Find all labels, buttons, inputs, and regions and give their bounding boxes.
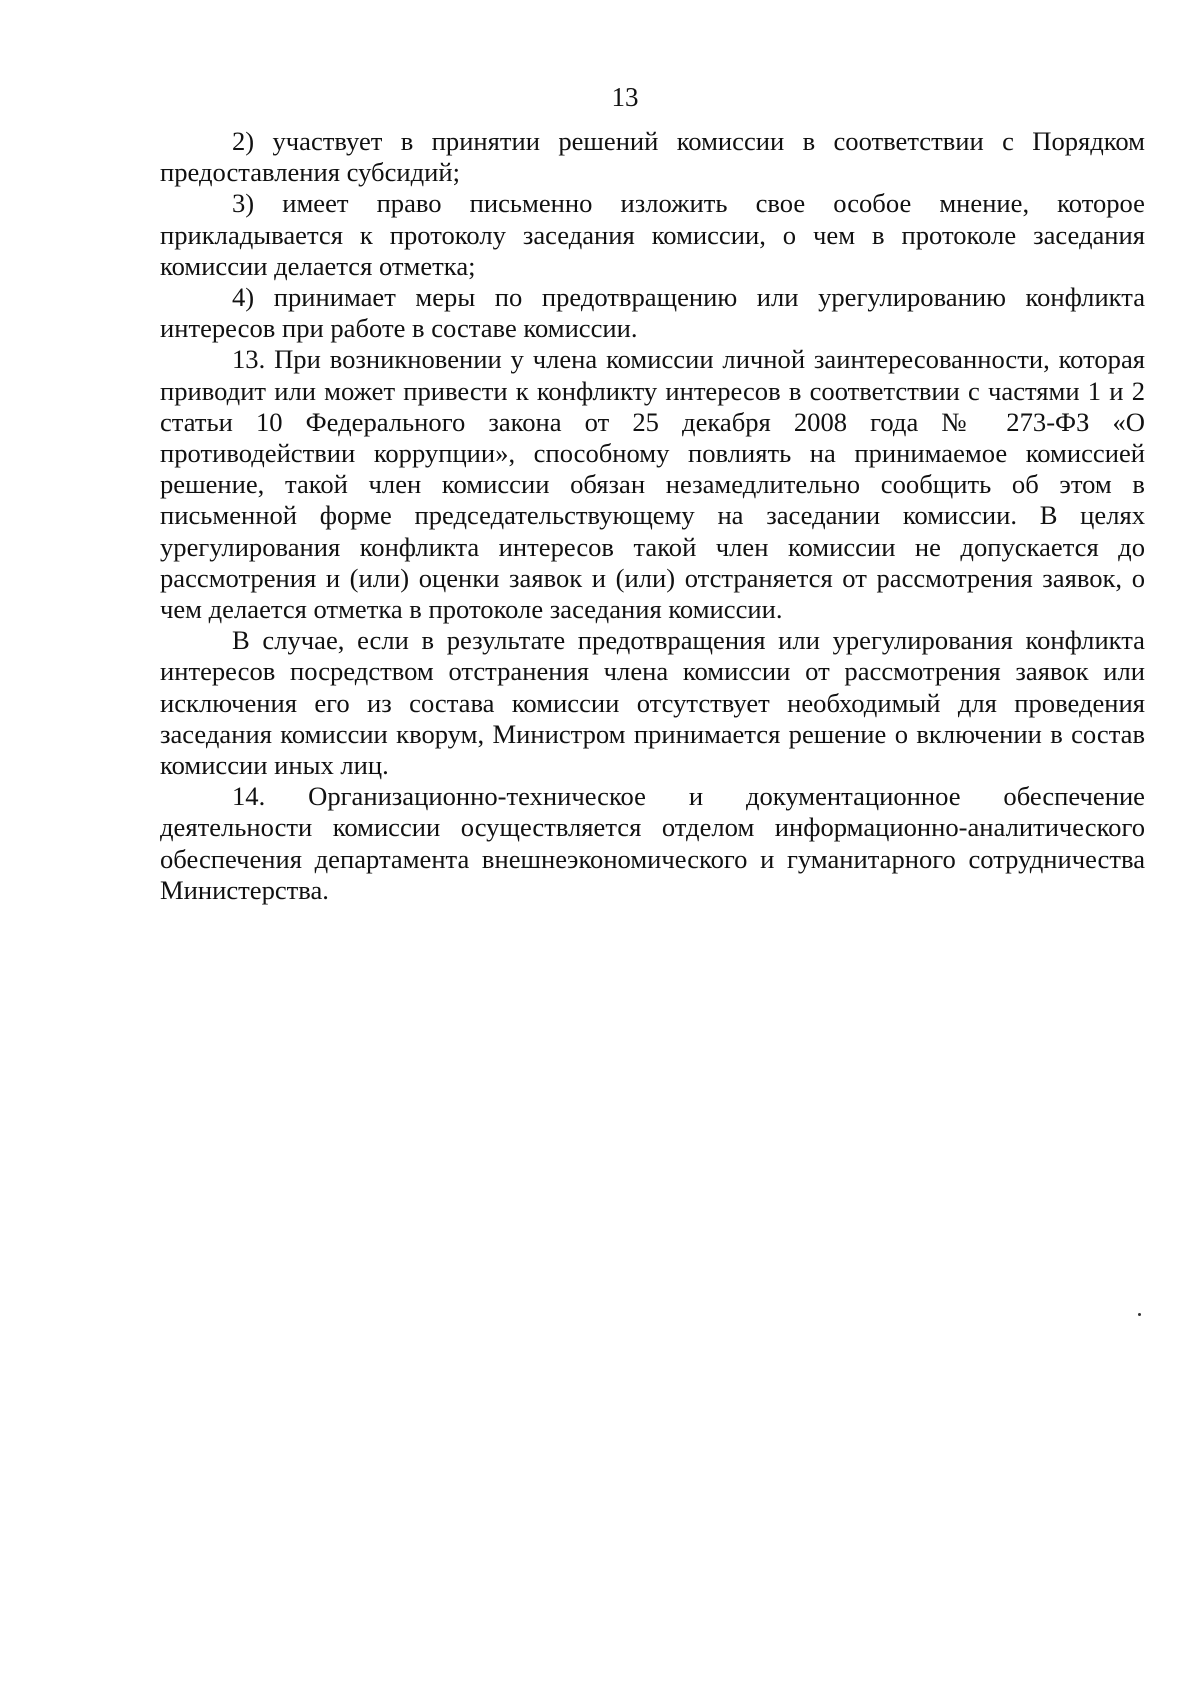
paragraph-item-3: 3) имеет право письменно изложить свое особое мнение, которое прикладывается к протоколу заседания комиссии, о чем в протоколе заседания комиссии делается отметка; [160,188,1145,281]
paragraph-item-2: 2) участвует в принятии решений комиссии в соответствии с Порядком предоставления субсидий; [160,126,1145,188]
paragraph-clause-13: 13. При возникновении у члена комиссии личной заинтересованности, которая приводит или может привести к конфликту интересов в соответствии с частями 1 и 2 статьи 10 Федерального закона от 25 декабря 2008 года № 273-ФЗ «О противодействии коррупции», способному повлиять на принимаемое комиссией решение, такой член комиссии обязан незамедлительно сообщить об этом в письменной форме председательствующему на заседании комиссии. В целях урегулирования конфликта интересов такой член комиссии не допускается до рассмотрения и (или) оценки заявок и (или) отстраняется от рассмотрения заявок, о чем делается отметка в протоколе заседания комиссии. [160,344,1145,625]
paragraph-clause-14: 14. Организационно-техническое и документационное обеспечение деятельности комиссии осуществляется отделом информационно-аналитического обеспечения департамента внешнеэкономического и гуманитарного сотрудничества Министерства. [160,781,1145,905]
page-number: 13 [611,82,639,112]
paragraph-clause-13-quorum: В случае, если в результате предотвращения или урегулирования конфликта интересов посредством отстранения члена комиссии от рассмотрения заявок или исключения его из состава комиссии отсутствует необходимый для проведения заседания комиссии кворум, Министром принимается решение о включении в состав комиссии иных лиц. [160,625,1145,781]
document-body [160,126,1145,906]
scan-speck [1138,1313,1141,1316]
paragraph-item-4: 4) принимает меры по предотвращению или урегулированию конфликта интересов при работе в составе комиссии. [160,282,1145,344]
